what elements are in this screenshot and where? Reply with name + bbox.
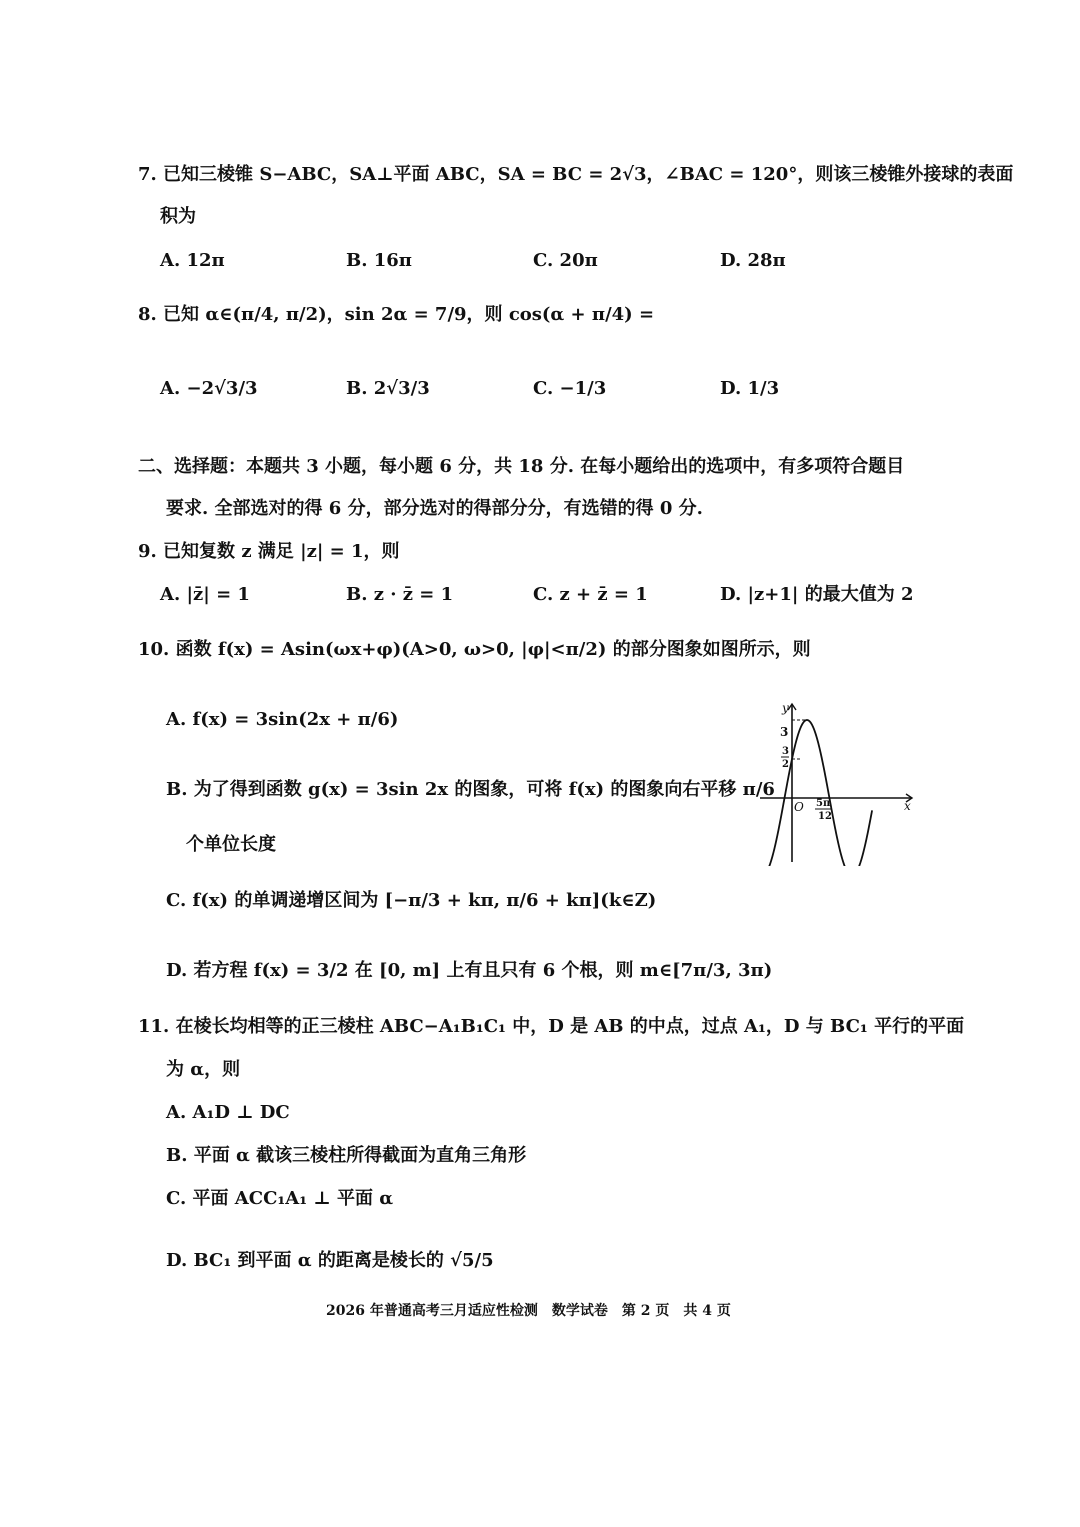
q11-option-c: C. 平面 ACC₁A₁ ⊥ 平面 α xyxy=(166,1188,394,1209)
q9-option-a: A. |z̄| = 1 xyxy=(160,584,250,605)
y-tick-max: 3 xyxy=(780,725,789,739)
q9-option-d: D. |z+1| 的最大值为 2 xyxy=(720,584,914,605)
q11-option-b: B. 平面 α 截该三棱柱所得截面为直角三角形 xyxy=(166,1145,527,1166)
q10-sine-graph xyxy=(756,700,916,866)
q7-stem-line2: 积为 xyxy=(160,206,196,227)
q8-stem: 8. 已知 α∈(π/4, π/2)，sin 2α = 7/9，则 cos(α + π/4) = xyxy=(138,304,655,325)
q11-stem-line1: 11. 在棱长均相等的正三棱柱 ABC−A₁B₁C₁ 中，D 是 AB 的中点，过点 A₁，D 与 BC₁ 平行的平面 xyxy=(138,1016,965,1037)
y-tick-half-numerator: 3 xyxy=(782,746,789,757)
y-axis-label: y xyxy=(782,701,789,715)
section2-line1: 二、选择题：本题共 3 小题，每小题 6 分，共 18 分. 在每小题给出的选项中，有多项符合题目 xyxy=(138,456,905,477)
q10-stem: 10. 函数 f(x) = Asin(ωx+φ)(A>0, ω>0, |φ|<π/2) 的部分图象如图所示，则 xyxy=(138,639,811,660)
y-tick-half-denominator: 2 xyxy=(782,759,789,770)
q11-option-d: D. BC₁ 到平面 α 的距离是棱长的 √5/5 xyxy=(166,1250,494,1271)
q8-option-b: B. 2√3/3 xyxy=(346,378,430,399)
q7-option-a: A. 12π xyxy=(160,250,225,271)
q11-option-a: A. A₁D ⊥ DC xyxy=(166,1102,290,1123)
origin-label: O xyxy=(794,800,804,814)
q9-stem: 9. 已知复数 z 满足 |z| = 1，则 xyxy=(138,541,400,562)
x-tick-numerator: 5π xyxy=(816,798,831,809)
q10-option-b-line2: 个单位长度 xyxy=(186,834,276,855)
q10-option-c: C. f(x) 的单调递增区间为 [−π/3 + kπ, π/6 + kπ](k∈Z) xyxy=(166,890,657,911)
section2-line2: 要求. 全部选对的得 6 分，部分选对的得部分分，有选错的得 0 分. xyxy=(166,498,703,519)
sine-curve xyxy=(769,720,872,866)
q7-stem-line1: 7. 已知三棱锥 S−ABC，SA⊥平面 ABC，SA = BC = 2√3，∠BAC = 120°，则该三棱锥外接球的表面 xyxy=(138,164,1014,185)
q8-option-d: D. 1/3 xyxy=(720,378,780,399)
q9-option-b: B. z · z̄ = 1 xyxy=(346,584,454,605)
q8-option-a: A. −2√3/3 xyxy=(160,378,258,399)
q10-option-d: D. 若方程 f(x) = 3/2 在 [0, m] 上有且只有 6 个根，则 m∈[7π/3, 3π) xyxy=(166,960,773,981)
page-footer: 2026 年普通高考三月适应性检测 数学试卷 第 2 页 共 4 页 xyxy=(326,1303,731,1319)
q8-option-c: C. −1/3 xyxy=(533,378,607,399)
q11-stem-line2: 为 α，则 xyxy=(166,1059,241,1080)
x-tick-denominator: 12 xyxy=(818,811,832,822)
q7-option-b: B. 16π xyxy=(346,250,412,271)
q7-option-c: C. 20π xyxy=(533,250,598,271)
q7-option-d: D. 28π xyxy=(720,250,786,271)
q9-option-c: C. z + z̄ = 1 xyxy=(533,584,648,605)
q10-option-a: A. f(x) = 3sin(2x + π/6) xyxy=(166,709,399,730)
x-axis-label: x xyxy=(904,799,911,813)
q10-option-b-line1: B. 为了得到函数 g(x) = 3sin 2x 的图象，可将 f(x) 的图象向右平移 π/6 xyxy=(166,779,775,800)
